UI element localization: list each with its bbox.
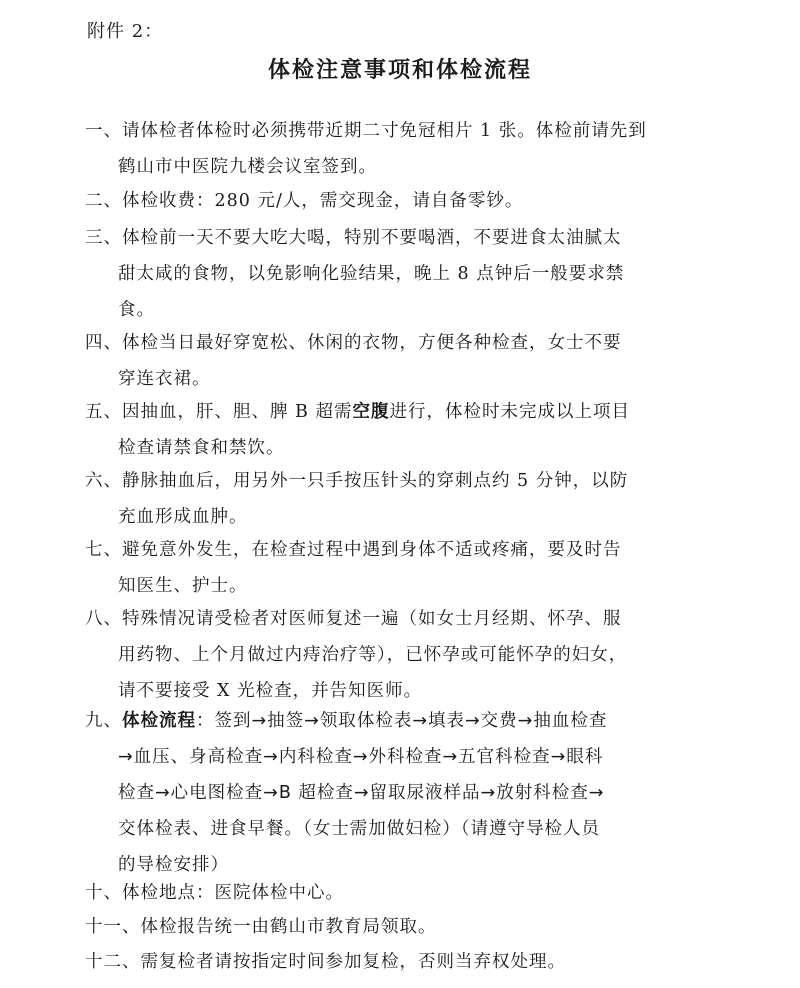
item-text: 避免意外发生，在检查过程中遇到身体不适或疼痛，要及时告: [122, 540, 622, 560]
item-number: 六、: [85, 471, 122, 491]
list-item-line: 交体检表、进食早餐。（女士需加做妇检）（请遵守导检人员: [118, 819, 600, 839]
item-number: 四、: [85, 333, 122, 353]
item-number: 八、: [85, 609, 122, 629]
list-item-line: [85, 396, 630, 428]
list-item-line: 的导检安排）: [118, 855, 229, 875]
item-text: 特殊情况请受检者对医师复述一遍（如女士月经期、怀孕、服: [122, 609, 622, 629]
list-item-line: 请不要接受 X 光检查，并告知医师。: [118, 681, 423, 701]
item-number: 一、: [85, 121, 122, 141]
item-text: 静脉抽血后，用另外一只手按压针头的穿刺点约 5 分钟，以防: [122, 471, 629, 491]
item-text: 体检收费：280 元/人，需交现金，请自备零钞。: [122, 191, 524, 211]
list-item-line: [85, 534, 622, 566]
list-item-line: 食。: [118, 300, 155, 320]
item-text: 体检前一天不要大吃大喝，特别不要喝酒，不要进食太油腻太: [122, 228, 622, 248]
item-text: 体检地点：医院体检中心。: [122, 883, 344, 903]
list-item-line: 充血形成血肿。: [118, 507, 248, 527]
list-item-line: [85, 115, 647, 147]
item-text: 请体检者体检时必须携带近期二寸免冠相片 1 张。体检前请先到: [122, 121, 647, 141]
list-item-line: 用药物、上个月做过内痔治疗等），已怀孕或可能怀孕的妇女，: [118, 645, 628, 665]
list-item-line: 检查请禁食和禁饮。: [118, 438, 285, 458]
list-item-line: [85, 465, 628, 497]
item-number: 五、: [85, 402, 122, 422]
emphasis-text: 空腹: [352, 402, 390, 422]
list-item-line: [85, 911, 437, 943]
item-number: 十、: [85, 883, 122, 903]
item-colon: ：: [196, 711, 215, 731]
item-number: 九、: [85, 711, 122, 731]
list-item-line: [85, 222, 622, 254]
page-title: 体检注意事项和体检流程: [267, 58, 532, 83]
item-number: 三、: [85, 228, 122, 248]
exam-flow-label: 体检流程: [122, 711, 196, 731]
list-item-line: [85, 185, 523, 217]
item-text: 因抽血，肝、胆、脾 B 超需: [122, 402, 353, 422]
list-item-line: [85, 603, 622, 635]
list-item-line: 鹤山市中医院九楼会议室签到。: [118, 157, 377, 177]
item-text: 体检当日最好穿宽松、休闲的衣物，方便各种检查，女士不要: [122, 333, 622, 353]
list-item-line: 穿连衣裙。: [118, 369, 211, 389]
list-item-line: [85, 327, 622, 359]
list-item-line: 甜太咸的食物，以免影响化验结果，晚上 8 点钟后一般要求禁: [118, 264, 625, 284]
list-item-line: [85, 705, 607, 737]
exam-flow-steps: 检查→心电图检查→B 超检查→留取尿液样品→放射科检查→: [118, 783, 605, 803]
item-number: 十一、: [85, 917, 141, 937]
item-text: 体检报告统一由鹤山市教育局领取。: [140, 917, 437, 937]
item-text: 进行，体检时未完成以上项目: [389, 402, 630, 422]
list-item-line: 知医生、护士。: [118, 576, 248, 596]
attachment-label: 附件 2：: [87, 21, 164, 42]
item-text: 需复检者请按指定时间参加复检，否则当弃权处理。: [140, 952, 566, 972]
exam-flow-steps: →血压、身高检查→内科检查→外科检查→五官科检查→眼科: [118, 747, 604, 767]
item-number: 二、: [85, 191, 122, 211]
item-number: 七、: [85, 540, 122, 560]
item-number: 十二、: [85, 952, 141, 972]
exam-flow-steps: 签到→抽签→领取体检表→填表→交费→抽血检查: [214, 711, 608, 731]
list-item-line: [85, 946, 566, 978]
list-item-line: [85, 877, 344, 909]
